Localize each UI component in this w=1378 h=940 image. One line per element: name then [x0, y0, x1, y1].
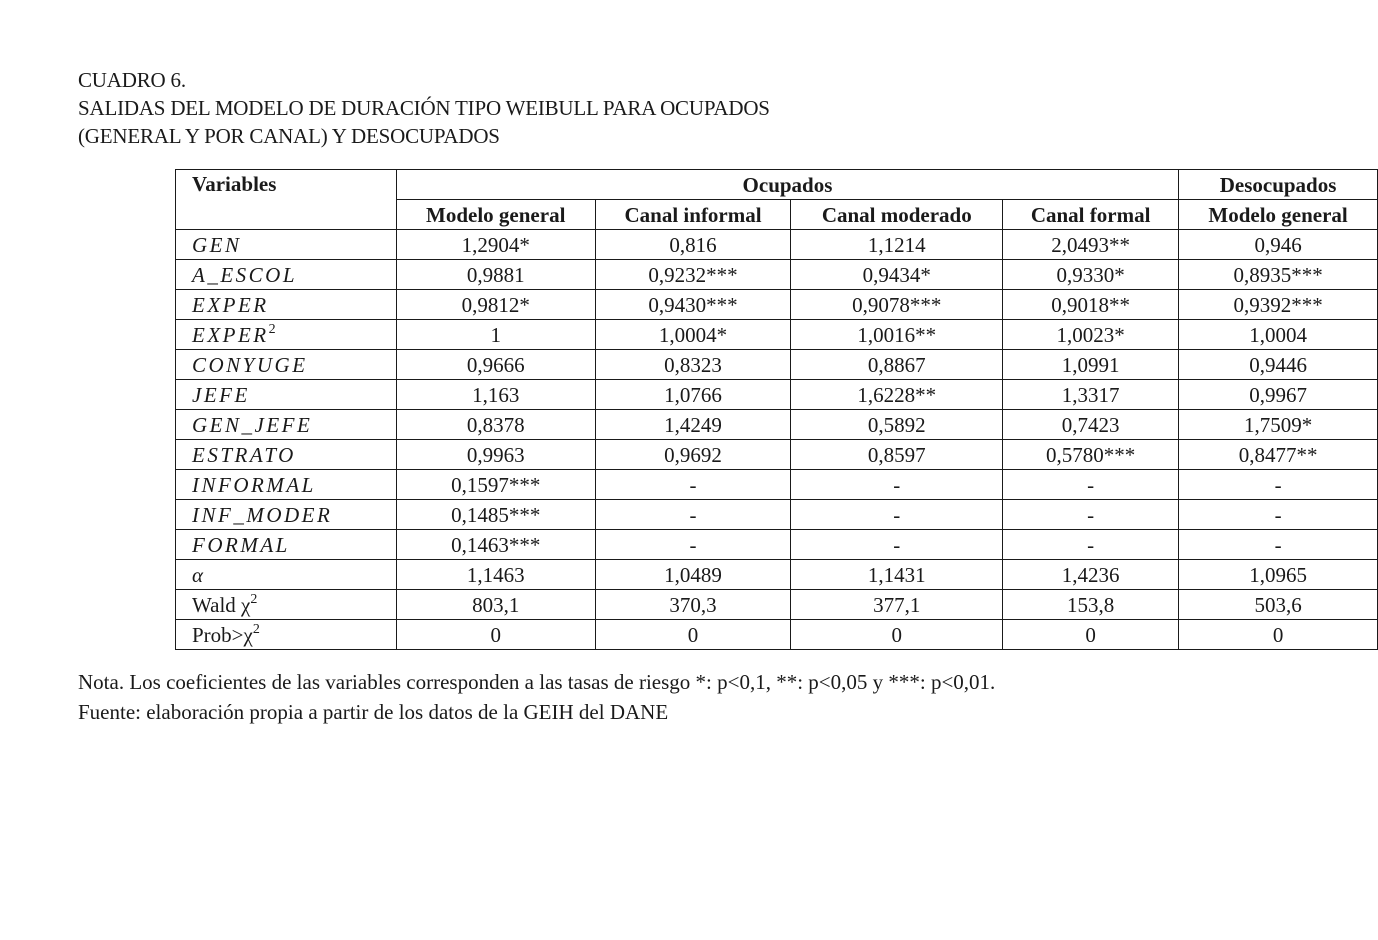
header-row-groups	[176, 170, 1378, 200]
variable-name-cell	[176, 260, 397, 290]
caption-title-line-1: SALIDAS DEL MODELO DE DURACIÓN TIPO WEIBULL PARA OCUPADOS	[78, 96, 770, 120]
variable-name: GEN	[192, 232, 242, 257]
table-row	[176, 230, 1378, 260]
value-cell: 1,0004*	[595, 320, 791, 350]
value-cell: 0,946	[1179, 230, 1378, 260]
variable-name-cell	[176, 230, 397, 260]
table-row	[176, 260, 1378, 290]
header-canal-formal: Canal formal	[1003, 200, 1179, 230]
value-cell: 1,0023*	[1003, 320, 1179, 350]
header-canal-moderado: Canal moderado	[791, 200, 1003, 230]
value-cell: 803,1	[396, 590, 595, 620]
value-cell: 0,9812*	[396, 290, 595, 320]
caption-number: CUADRO 6.	[78, 68, 186, 92]
value-cell: 1,0016**	[791, 320, 1003, 350]
caption-title-line-2: (GENERAL Y POR CANAL) Y DESOCUPADOS	[78, 124, 500, 148]
header-ocupados: Ocupados	[396, 170, 1178, 200]
variable-name-cell	[176, 350, 397, 380]
variable-name: EXPER	[192, 292, 269, 317]
value-cell: -	[1003, 530, 1179, 560]
value-cell: 0,1597***	[396, 470, 595, 500]
header-variables: Variables	[176, 170, 397, 230]
value-cell: -	[595, 470, 791, 500]
value-cell: 0,9446	[1179, 350, 1378, 380]
variable-name: Prob>χ	[192, 622, 253, 647]
variable-name-cell	[176, 500, 397, 530]
value-cell: 0,5892	[791, 410, 1003, 440]
value-cell: 0,9430***	[595, 290, 791, 320]
variable-name-cell	[176, 290, 397, 320]
value-cell: 2,0493**	[1003, 230, 1179, 260]
variable-superscript: 2	[250, 591, 258, 607]
value-cell: -	[791, 500, 1003, 530]
value-cell: -	[1003, 500, 1179, 530]
variable-name-cell	[176, 380, 397, 410]
value-cell: 1,0991	[1003, 350, 1179, 380]
value-cell: 0,9881	[396, 260, 595, 290]
variable-name-cell	[176, 440, 397, 470]
value-cell: 0,8477**	[1179, 440, 1378, 470]
value-cell: 0,9967	[1179, 380, 1378, 410]
variable-superscript: 2	[268, 321, 276, 337]
value-cell: -	[791, 470, 1003, 500]
value-cell: 1,2904*	[396, 230, 595, 260]
table-row	[176, 470, 1378, 500]
variable-name: INF_MODER	[192, 502, 333, 527]
table-row	[176, 530, 1378, 560]
value-cell: 0,9018**	[1003, 290, 1179, 320]
table-row	[176, 590, 1378, 620]
table-row	[176, 290, 1378, 320]
value-cell: 0	[791, 620, 1003, 650]
source-text: Fuente: elaboración propia a partir de los datos de la GEIH del DANE	[78, 700, 669, 724]
value-cell: -	[1003, 470, 1179, 500]
note-text: Nota. Los coeficientes de las variables corresponden a las tasas de riesgo *: p<0,1, **: p<0,05 y ***: p<0,01.	[78, 670, 996, 694]
table-row	[176, 350, 1378, 380]
variable-name: INFORMAL	[192, 472, 316, 497]
table-row	[176, 410, 1378, 440]
value-cell: 0,8378	[396, 410, 595, 440]
value-cell: 0,9078***	[791, 290, 1003, 320]
header-modelo-general-desocupados: Modelo general	[1179, 200, 1378, 230]
value-cell: 0	[1179, 620, 1378, 650]
value-cell: 0,1463***	[396, 530, 595, 560]
value-cell: 1,163	[396, 380, 595, 410]
variable-name-cell	[176, 620, 397, 650]
value-cell: 0	[1003, 620, 1179, 650]
value-cell: 1,1214	[791, 230, 1003, 260]
value-cell: 0,9692	[595, 440, 791, 470]
variable-name: EXPER	[192, 322, 269, 347]
header-canal-informal: Canal informal	[595, 200, 791, 230]
value-cell: -	[1179, 500, 1378, 530]
table-row	[176, 380, 1378, 410]
table-body	[176, 230, 1378, 650]
value-cell: 153,8	[1003, 590, 1179, 620]
value-cell: 0,9392***	[1179, 290, 1378, 320]
value-cell: 1,0004	[1179, 320, 1378, 350]
value-cell: 1,0766	[595, 380, 791, 410]
variable-name: ESTRATO	[192, 442, 296, 467]
variable-name-cell	[176, 470, 397, 500]
variable-name-cell	[176, 590, 397, 620]
weibull-results-table	[175, 169, 1378, 650]
table-row	[176, 320, 1378, 350]
value-cell: -	[595, 530, 791, 560]
value-cell: 0,8323	[595, 350, 791, 380]
value-cell: 0	[595, 620, 791, 650]
value-cell: 1,4249	[595, 410, 791, 440]
variable-name: A_ESCOL	[192, 262, 298, 287]
value-cell: -	[1179, 470, 1378, 500]
table-row	[176, 500, 1378, 530]
value-cell: 1,4236	[1003, 560, 1179, 590]
variable-name-cell	[176, 560, 397, 590]
value-cell: 1,6228**	[791, 380, 1003, 410]
variable-name: GEN_JEFE	[192, 412, 313, 437]
variable-name: FORMAL	[192, 532, 290, 557]
value-cell: 0,1485***	[396, 500, 595, 530]
value-cell: 377,1	[791, 590, 1003, 620]
value-cell: 0,9434*	[791, 260, 1003, 290]
header-desocupados: Desocupados	[1179, 170, 1378, 200]
value-cell: -	[1179, 530, 1378, 560]
value-cell: 0,8867	[791, 350, 1003, 380]
variable-name-cell	[176, 410, 397, 440]
value-cell: 0,9330*	[1003, 260, 1179, 290]
variable-name: α	[192, 562, 206, 587]
value-cell: 0,816	[595, 230, 791, 260]
value-cell: 0,9666	[396, 350, 595, 380]
table-row	[176, 440, 1378, 470]
table-notes	[78, 667, 995, 727]
variable-name: Wald χ	[192, 592, 251, 617]
table-caption	[78, 66, 770, 150]
value-cell: 1,0489	[595, 560, 791, 590]
variable-superscript: 2	[252, 621, 260, 637]
value-cell: 1,1431	[791, 560, 1003, 590]
value-cell: 1,3317	[1003, 380, 1179, 410]
value-cell: 1,0965	[1179, 560, 1378, 590]
variable-name-cell	[176, 530, 397, 560]
value-cell: -	[791, 530, 1003, 560]
value-cell: 1	[396, 320, 595, 350]
value-cell: 0,8935***	[1179, 260, 1378, 290]
value-cell: 370,3	[595, 590, 791, 620]
value-cell: 503,6	[1179, 590, 1378, 620]
variable-name: JEFE	[192, 382, 250, 407]
value-cell: 0,9232***	[595, 260, 791, 290]
table-row	[176, 620, 1378, 650]
value-cell: 0,7423	[1003, 410, 1179, 440]
variable-name-cell	[176, 320, 397, 350]
table-row	[176, 560, 1378, 590]
value-cell: 1,1463	[396, 560, 595, 590]
value-cell: -	[595, 500, 791, 530]
header-modelo-general-ocupados: Modelo general	[396, 200, 595, 230]
value-cell: 0,8597	[791, 440, 1003, 470]
value-cell: 1,7509*	[1179, 410, 1378, 440]
value-cell: 0	[396, 620, 595, 650]
variable-name: CONYUGE	[192, 352, 308, 377]
value-cell: 0,5780***	[1003, 440, 1179, 470]
value-cell: 0,9963	[396, 440, 595, 470]
